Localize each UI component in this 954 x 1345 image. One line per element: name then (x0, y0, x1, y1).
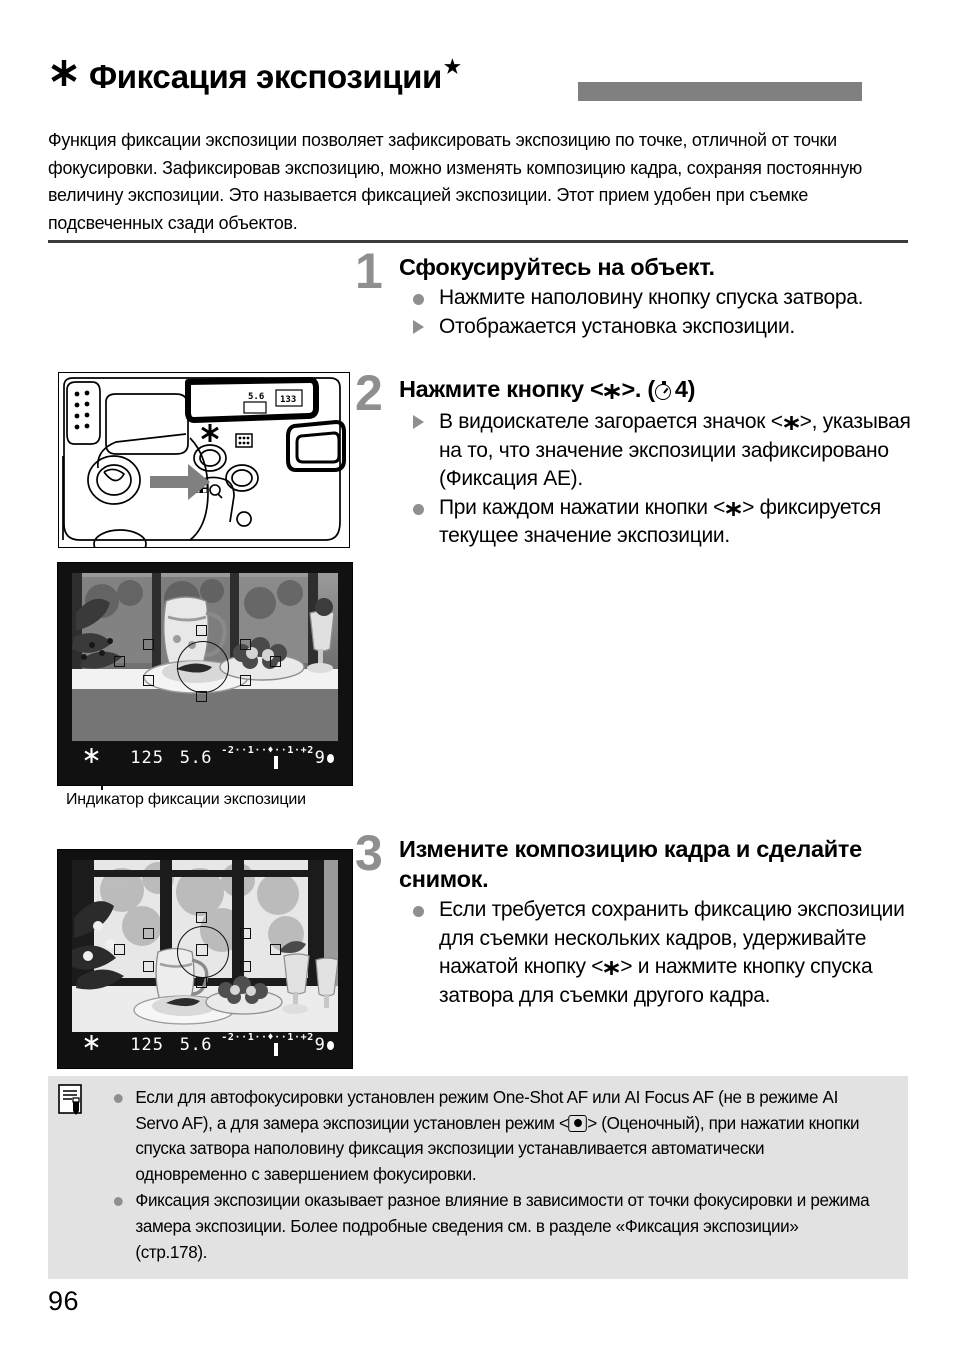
step-heading-close: ) (687, 376, 696, 402)
burst-count-value: 9 (314, 748, 325, 768)
viewfinder-after-recompose (57, 849, 353, 1069)
page-number: 96 (48, 1286, 80, 1316)
step-heading (399, 374, 915, 406)
list-item: Нажмите наполовину кнопку спуска затвора. (399, 284, 915, 313)
list-item (399, 408, 915, 494)
note-text-part1: Если для автофокусировки установлен режим One-Shot AF или AI Focus AF (не в режиме AI Servo AF), а для замера экспозиции установлен режим < (135, 1087, 838, 1133)
exposure-scale-labels: -2··1··♦··1·+2 (221, 1032, 314, 1043)
note-box (48, 1076, 908, 1279)
list-item-text-part1: В видоискателе загорается значок < (439, 410, 783, 433)
viewfinder-scene-2 (72, 860, 338, 1032)
af-point (143, 928, 154, 939)
af-point (240, 639, 251, 650)
evaluative-metering-icon (569, 1115, 588, 1132)
af-point (270, 944, 281, 955)
af-point (114, 656, 125, 667)
shutter-speed-value: 125 (130, 1035, 164, 1055)
af-point (196, 912, 207, 923)
page-title-superscript: ★ (443, 57, 461, 78)
step-bullet-list (399, 896, 915, 1010)
af-point (240, 961, 251, 972)
note-text-part1: Фиксация экспозиции оказывает разное влияние в зависимости от точки фокусировки и режима замера экспозиции. Более подробные сведения см. в разделе «Фиксация экспозиции» (стр.178). (135, 1190, 870, 1262)
focus-confirmation-dot-icon (327, 1041, 334, 1050)
page-title: Фиксация экспозиции (89, 58, 442, 95)
step-number: 3 (355, 825, 383, 881)
list-item-text-part2: > и нажмите кнопку спуска затвора для съемки другого кадра. (439, 955, 873, 1007)
exposure-index-mark (274, 1043, 278, 1056)
ae-lock-star-icon (603, 378, 621, 403)
af-point (143, 639, 154, 650)
af-point (240, 928, 251, 939)
self-timer-stopwatch-icon (655, 381, 674, 400)
step-1 (355, 243, 915, 374)
ae-lock-indicator-caption: Индикатор фиксации экспозиции (66, 791, 306, 808)
list-item-text-part2: >, указывая на то, что значение экспозиции зафиксировано (Фиксация AE). (439, 410, 911, 490)
viewfinder-info-bar-2 (58, 1028, 352, 1068)
ae-lock-indicator-icon (84, 1034, 130, 1056)
camera-rear-top-illustration (58, 372, 350, 548)
list-item (399, 896, 915, 1010)
ae-lock-star-icon (725, 495, 742, 520)
af-point (240, 675, 251, 686)
note-item (110, 1188, 871, 1265)
aperture-value: 5.6 (179, 748, 212, 768)
exposure-index-mark (274, 756, 278, 769)
step-bullet-list (399, 408, 915, 551)
ae-lock-star-icon (783, 409, 800, 434)
step-number: 1 (355, 243, 383, 299)
list-item: Отображается установка экспозиции. (399, 313, 915, 342)
step-heading: Сфокусируйтесь на объект. (399, 254, 715, 280)
step-bullet-list (399, 284, 915, 341)
step-heading-suffix: >. ( (621, 376, 655, 402)
af-point (270, 656, 281, 667)
note-memo-icon (58, 1084, 88, 1120)
svg-text:133: 133 (280, 395, 297, 405)
ae-lock-star-icon (603, 954, 620, 979)
list-item-text-part2: > фиксируется текущее значение экспозиции. (439, 495, 881, 547)
page-header (48, 56, 908, 112)
note-list (110, 1085, 890, 1266)
burst-count-value: 9 (314, 1035, 325, 1055)
aperture-value: 5.6 (179, 1035, 212, 1055)
caption-leader-line (101, 766, 103, 790)
note-text-part2: > (Оценочный), при нажатии кнопки спуска затвора наполовину фиксация экспозиции устанавливается автоматически одновременно с завершением фокусировки. (135, 1112, 860, 1184)
header-divider (48, 240, 908, 243)
spot-metering-circle (177, 641, 229, 693)
af-point (114, 944, 125, 955)
intro-paragraph: Функция фиксации экспозиции позволяет зафиксировать экспозицию по точке, отличной от точки фокусировки. Зафиксировав экспозицию, можно изменять композицию кадра, сохраняя постоянную величину экспозиции. Это называется фиксацией экспозиции. Этот прием удобен при съемке подсвеченных сзади объектов. (48, 129, 863, 233)
af-point (196, 625, 207, 636)
list-item-text-part1: При каждом нажатии кнопки < (439, 495, 726, 519)
af-point (143, 961, 154, 972)
step-2 (355, 365, 915, 589)
step-heading-prefix: Нажмите кнопку < (399, 376, 604, 402)
step-3 (355, 825, 915, 1010)
focus-confirmation-dot-icon (327, 754, 334, 763)
procedure-steps (355, 243, 915, 1010)
ae-lock-star-icon (48, 56, 80, 99)
list-item (399, 494, 915, 551)
shutter-speed-value: 125 (130, 748, 164, 768)
exposure-scale-labels: -2··1··♦··1·+2 (221, 745, 314, 756)
step-heading: Измените композицию кадра и сделайте снимок. (399, 836, 862, 892)
mode-availability-bar (578, 82, 862, 101)
list-item-text-part1: Если требуется сохранить фиксацию экспозиции для съемки нескольких кадров, удерживайте нажатой кнопку < (439, 898, 905, 978)
af-point (143, 675, 154, 686)
ae-lock-indicator-icon (84, 747, 130, 769)
step-heading-timer-value: 4 (674, 376, 688, 402)
exposure-level-scale (221, 1032, 314, 1058)
exposure-level-scale (221, 745, 314, 771)
spot-metering-circle (177, 926, 229, 978)
note-item (110, 1085, 871, 1187)
svg-text:5.6: 5.6 (248, 392, 265, 402)
step-number: 2 (355, 365, 383, 421)
af-point (196, 977, 207, 988)
viewfinder-scene-1 (72, 573, 338, 741)
viewfinder-before-recompose (57, 562, 353, 786)
